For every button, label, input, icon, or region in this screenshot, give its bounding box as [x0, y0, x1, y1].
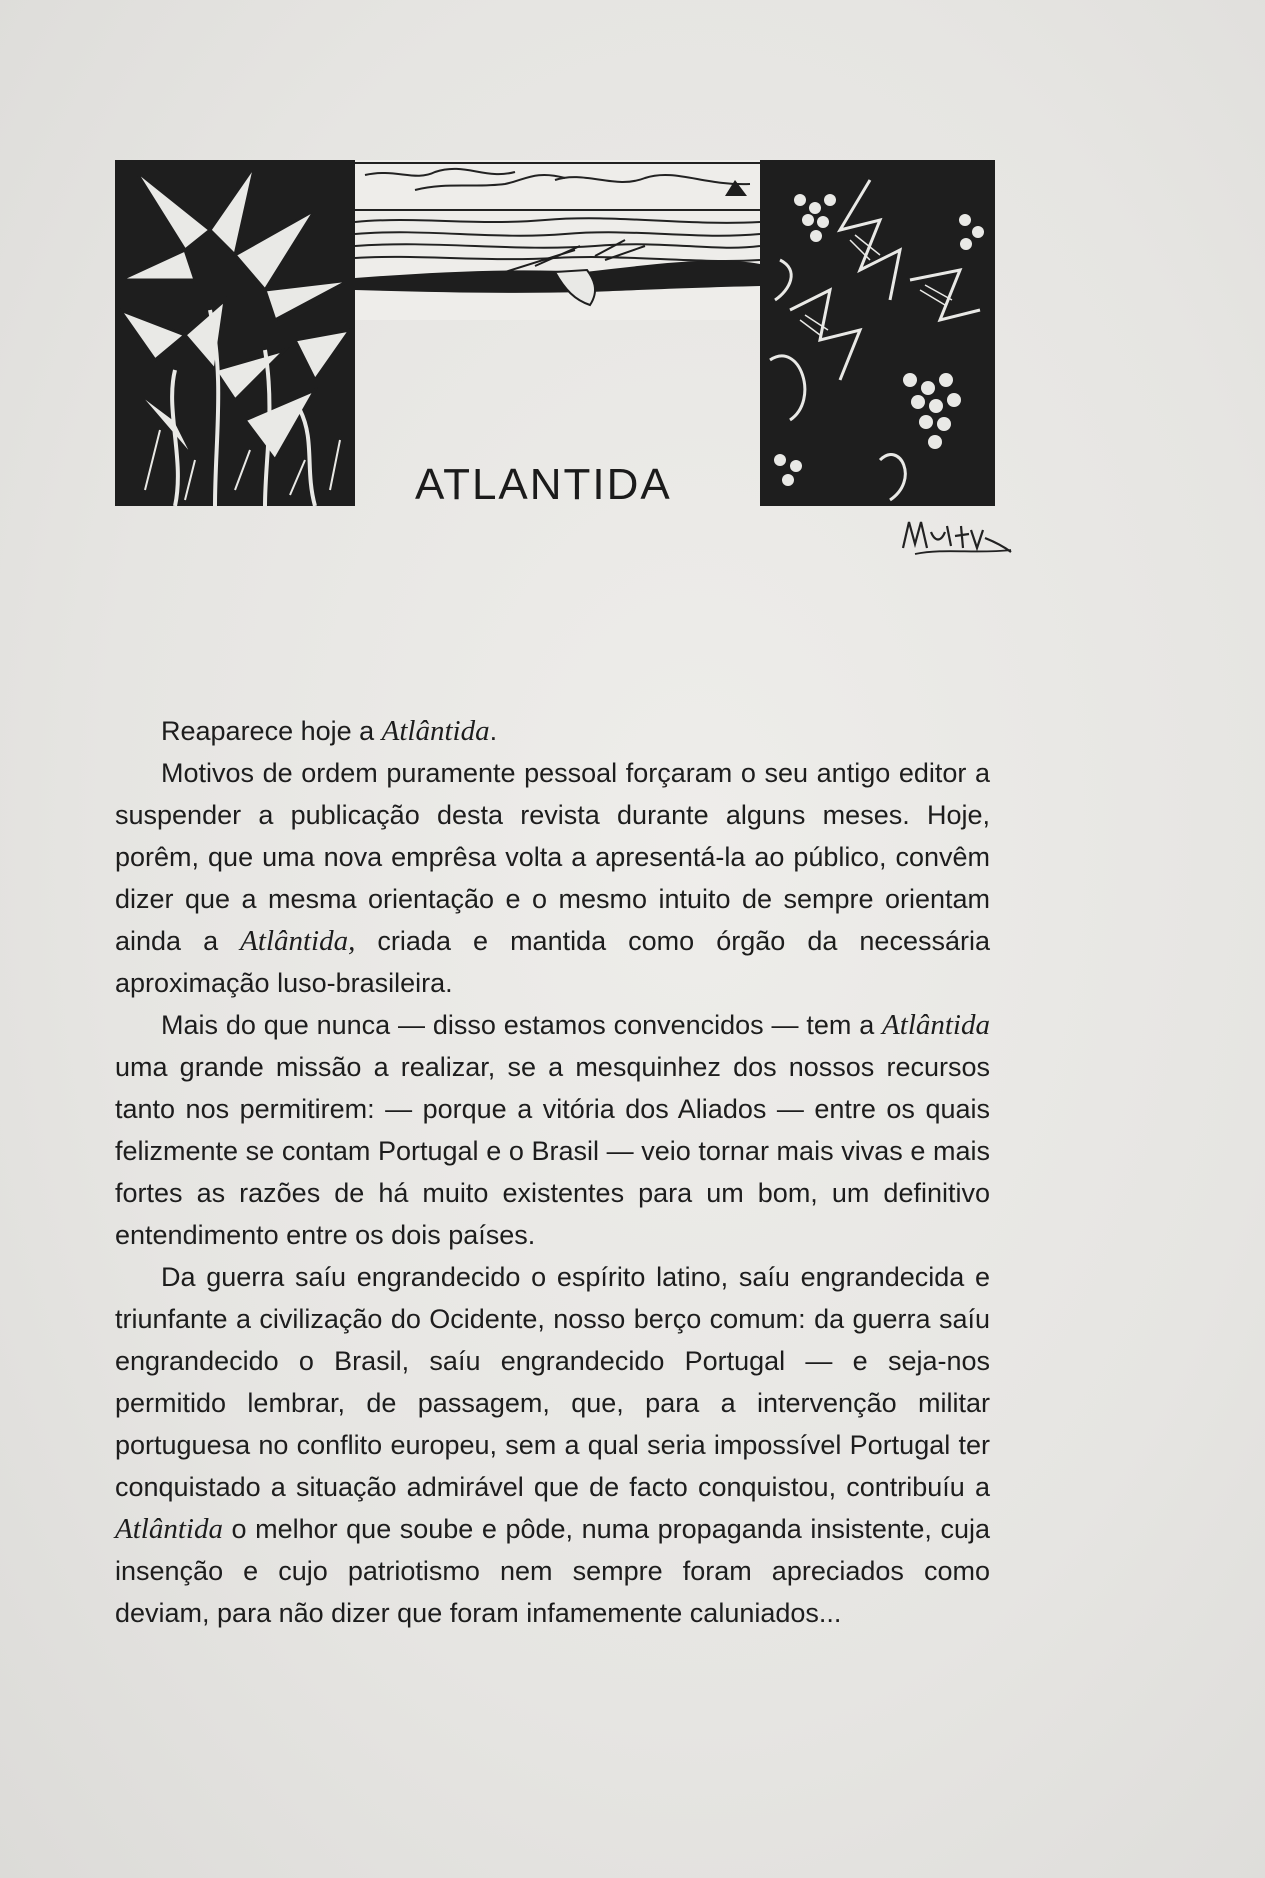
- paragraph-1: [115, 710, 990, 752]
- editorial-article: [115, 710, 990, 1634]
- masthead-title: ATLANTIDA: [415, 460, 672, 509]
- artist-signature: [895, 508, 1015, 568]
- magazine-title-italic: Atlântida: [882, 1009, 990, 1041]
- paragraph-2-text-a: Motivos de ordem puramente pessoal forçaram o seu antigo editor a suspender a publicação desta revista durante alguns meses. Hoje, porêm, que uma nova emprêsa volta a apresentá-la ao público, convêm dizer que a mesma orientação e o mesmo intuito de sempre orientam ainda a: [115, 758, 990, 956]
- grapevine-illustration: [760, 160, 995, 506]
- paragraph-1-lead: Reaparece hoje a: [161, 716, 382, 746]
- lilies-illustration: [115, 160, 355, 506]
- magazine-title-italic: Atlântida,: [240, 925, 356, 957]
- seascape-illustration: [355, 160, 760, 320]
- paragraph-4-text-a: Da guerra saíu engrandecido o espírito latino, saíu engrandecida e triunfante a civilização do Ocidente, nosso berço comum: da guerra saíu engrandecido o Brasil, saíu engrandecido Portugal — e seja-nos permitido lembrar, de passagem, que, para a intervenção militar portuguesa no conflito europeu, sem a qual seria impossível Portugal ter conquistado a situação admirável que de facto conquistou, contribuíu a: [115, 1262, 990, 1502]
- paragraph-2-text-b: criada e mantida como órgão da necessária aproximação luso-brasileira.: [115, 926, 990, 998]
- paragraph-3-text-b: uma grande missão a realizar, se a mesquinhez dos nossos recursos tanto nos permitirem: — porque a vitória dos Aliados — entre os quais felizmente se contam Portugal e o Brasil — veio tornar mais vivas e mais fortes as razões de há muito existentes para um bom, um definitivo entendimento entre os dois países.: [115, 1052, 990, 1250]
- paragraph-3: [115, 1004, 990, 1256]
- header-vignette: [115, 160, 995, 550]
- magazine-title-italic: Atlântida: [115, 1513, 223, 1545]
- magazine-title-italic: Atlântida: [381, 715, 490, 747]
- paragraph-1-tail: .: [489, 716, 498, 746]
- paragraph-4: [115, 1256, 990, 1634]
- paragraph-4-text-b: o melhor que soube e pôde, numa propaganda insistente, cuja insenção e cujo patriotismo nem sempre foram apreciados como deviam, para não dizer que foram infamemente caluniados...: [115, 1514, 990, 1628]
- paragraph-2: [115, 752, 990, 1004]
- paragraph-3-text-a: Mais do que nunca — disso estamos convencidos — tem a: [161, 1010, 883, 1040]
